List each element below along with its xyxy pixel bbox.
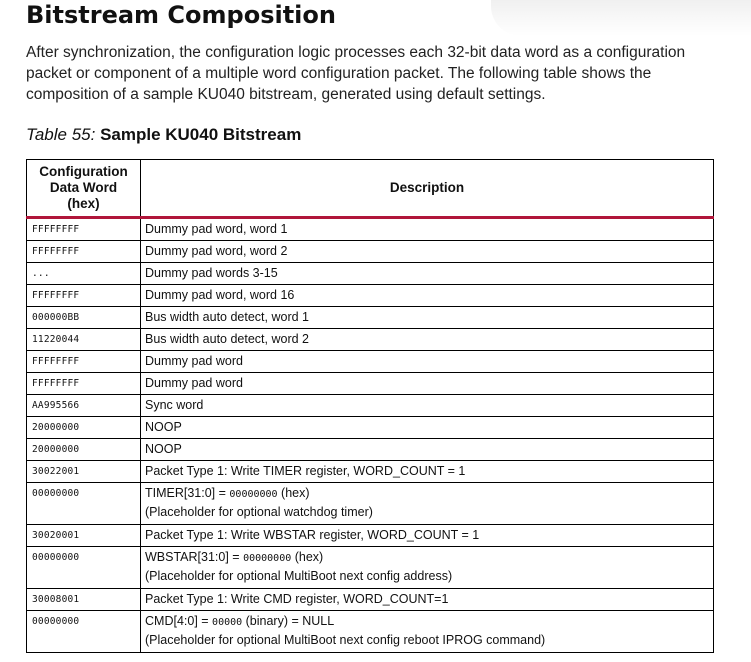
- table-header-row: [27, 160, 714, 218]
- table-row: [27, 285, 714, 307]
- table-row-wbstar: [27, 547, 714, 589]
- data-word-cell: 20000000: [27, 417, 141, 439]
- data-word-cell: FFFFFFFF: [27, 351, 141, 373]
- table-row: [27, 589, 714, 611]
- cmd-suffix: (binary) = NULL: [242, 614, 335, 628]
- table-row: [27, 351, 714, 373]
- table-row-cmd: [27, 611, 714, 653]
- table-row: [27, 329, 714, 351]
- header-word-line3: (hex): [67, 196, 100, 211]
- timer-suffix: (hex): [277, 486, 310, 500]
- header-config-data-word: [27, 160, 141, 218]
- description-cell: Packet Type 1: Write CMD register, WORD_COUNT=1: [141, 589, 714, 611]
- wbstar-suffix: (hex): [291, 550, 324, 564]
- header-word-line1: Configuration: [39, 164, 128, 179]
- data-word-cell: 00000000: [27, 547, 141, 589]
- data-word-cell: FFFFFFFF: [27, 241, 141, 263]
- section-title: Bitstream Composition: [26, 1, 336, 29]
- data-word-cell: 20000000: [27, 439, 141, 461]
- description-cell: [141, 483, 714, 525]
- table-row: [27, 525, 714, 547]
- data-word-cell: FFFFFFFF: [27, 218, 141, 241]
- data-word-cell: FFFFFFFF: [27, 285, 141, 307]
- data-word-cell: 11220044: [27, 329, 141, 351]
- table-caption-label: Table 55:: [26, 125, 96, 144]
- data-word-cell: 30008001: [27, 589, 141, 611]
- description-cell: NOOP: [141, 439, 714, 461]
- data-word-cell: 30020001: [27, 525, 141, 547]
- intro-paragraph: After synchronization, the configuration logic processes each 32-bit data word as a configuration packet or component of a multiple word configuration packet. The following table shows the composition of a sample KU040 bitstream, generated using default settings.: [26, 44, 686, 103]
- description-cell: Dummy pad word, word 1: [141, 218, 714, 241]
- bitstream-table: [26, 159, 714, 653]
- header-word-line2: Data Word: [49, 180, 118, 195]
- wbstar-note: (Placeholder for optional MultiBoot next config address): [145, 569, 453, 583]
- timer-note: (Placeholder for optional watchdog timer): [145, 505, 373, 519]
- description-cell: NOOP: [141, 417, 714, 439]
- description-cell: Bus width auto detect, word 1: [141, 307, 714, 329]
- wbstar-code: 00000000: [243, 553, 292, 564]
- table-row: [27, 395, 714, 417]
- timer-value-line: [145, 484, 709, 503]
- data-word-cell: 00000000: [27, 611, 141, 653]
- description-cell: Dummy pad word: [141, 351, 714, 373]
- description-cell: Sync word: [141, 395, 714, 417]
- timer-prefix: TIMER[31:0] =: [145, 486, 230, 500]
- table-row: [27, 241, 714, 263]
- table-row: [27, 417, 714, 439]
- data-word-cell: 00000000: [27, 483, 141, 525]
- description-cell: Dummy pad words 3-15: [141, 263, 714, 285]
- table-row: [27, 461, 714, 483]
- table-row: [27, 263, 714, 285]
- description-cell: Bus width auto detect, word 2: [141, 329, 714, 351]
- wbstar-prefix: WBSTAR[31:0] =: [145, 550, 244, 564]
- table-row: [27, 373, 714, 395]
- data-word-cell: 000000BB: [27, 307, 141, 329]
- page-corner-shadow: [491, 0, 751, 36]
- data-word-cell: AA995566: [27, 395, 141, 417]
- table-caption-title: Sample KU040 Bitstream: [100, 125, 302, 144]
- data-word-cell: ...: [27, 263, 141, 285]
- table-row: [27, 218, 714, 241]
- cmd-prefix: CMD[4:0] =: [145, 614, 213, 628]
- table-caption: [26, 124, 301, 146]
- data-word-cell: 30022001: [27, 461, 141, 483]
- description-cell: [141, 547, 714, 589]
- description-cell: Dummy pad word: [141, 373, 714, 395]
- description-cell: Dummy pad word, word 16: [141, 285, 714, 307]
- description-cell: Packet Type 1: Write WBSTAR register, WORD_COUNT = 1: [141, 525, 714, 547]
- cmd-note: (Placeholder for optional MultiBoot next config reboot IPROG command): [145, 633, 546, 647]
- table-row: [27, 307, 714, 329]
- header-description: Description: [141, 160, 714, 218]
- timer-code: 00000000: [229, 489, 278, 500]
- cmd-value-line: [145, 612, 709, 631]
- description-cell: [141, 611, 714, 653]
- cmd-code: 00000: [212, 617, 243, 628]
- table-row: [27, 439, 714, 461]
- wbstar-value-line: [145, 548, 709, 567]
- description-cell: Packet Type 1: Write TIMER register, WORD_COUNT = 1: [141, 461, 714, 483]
- data-word-cell: FFFFFFFF: [27, 373, 141, 395]
- description-cell: Dummy pad word, word 2: [141, 241, 714, 263]
- table-row-timer: [27, 483, 714, 525]
